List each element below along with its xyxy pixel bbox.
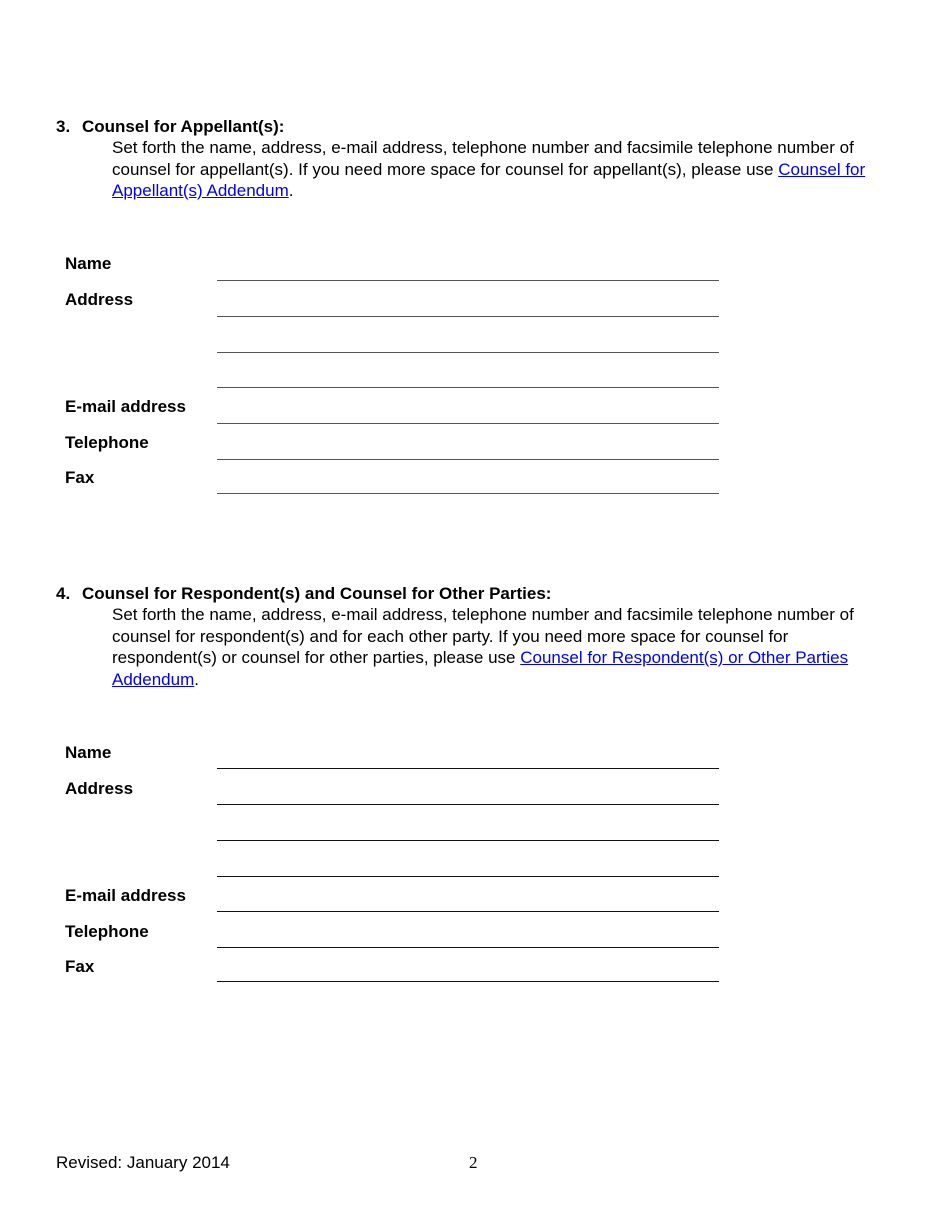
appellant-email-label: E-mail address <box>65 397 186 416</box>
section-4-instructions <box>112 604 896 690</box>
appellant-address-line-2[interactable] <box>217 352 719 353</box>
revised-date: Revised: January 2014 <box>56 1153 230 1172</box>
section-4-title: Counsel for Respondent(s) and Counsel for Other Parties: <box>82 584 552 603</box>
respondent-address-label: Address <box>65 779 134 798</box>
appellant-address-label: Address <box>65 290 134 309</box>
section-4-heading <box>56 583 896 604</box>
section-4-instructions-text: Set forth the name, address, e-mail address, telephone number and facsimile telephone number of counsel for respondent(s) and for each other party. If you need more space for counsel for respondent(s) or counsel for other parties, please use <box>112 605 854 667</box>
respondent-email-label: E-mail address <box>65 886 186 905</box>
respondent-fax-label: Fax <box>65 957 95 976</box>
appellant-email-line[interactable] <box>217 423 719 424</box>
appellant-fax-line[interactable] <box>217 493 719 494</box>
page-number: 2 <box>469 1153 478 1172</box>
respondent-telephone-label: Telephone <box>65 922 149 941</box>
appellant-name-label: Name <box>65 254 112 273</box>
section-4-number: 4. <box>56 584 71 603</box>
appellant-telephone-line[interactable] <box>217 459 719 460</box>
appellant-address-line-3[interactable] <box>217 387 719 388</box>
section-3-instructions-text: Set forth the name, address, e-mail address, telephone number and facsimile telephone number of counsel for appellant(s). If you need more space for counsel for appellant(s), please use <box>112 138 854 179</box>
section-4-instructions-end: . <box>194 669 199 689</box>
respondent-fax-line[interactable] <box>217 981 719 982</box>
section-3 <box>56 116 896 202</box>
section-3-number: 3. <box>56 117 71 136</box>
section-3-instructions <box>112 137 896 202</box>
section-4 <box>56 583 896 690</box>
appellant-address-line-1[interactable] <box>217 316 719 317</box>
respondent-email-line[interactable] <box>217 911 719 912</box>
appellant-telephone-label: Telephone <box>65 433 149 452</box>
appellant-addendum-link[interactable]: Counsel for Appellant(s) Addendum <box>112 159 866 200</box>
respondent-address-line-1[interactable] <box>217 804 719 805</box>
section-3-heading <box>56 116 896 137</box>
section-3-title: Counsel for Appellant(s): <box>82 117 285 136</box>
appellant-fax-label: Fax <box>65 468 95 487</box>
respondent-address-line-3[interactable] <box>217 876 719 877</box>
respondent-telephone-line[interactable] <box>217 947 719 948</box>
appellant-name-line[interactable] <box>217 280 719 281</box>
respondent-name-line[interactable] <box>217 768 719 769</box>
respondent-address-line-2[interactable] <box>217 840 719 841</box>
respondent-addendum-link[interactable]: Counsel for Respondent(s) or Other Parties Addendum <box>112 648 849 689</box>
respondent-name-label: Name <box>65 743 112 762</box>
section-3-instructions-end: . <box>288 181 294 200</box>
